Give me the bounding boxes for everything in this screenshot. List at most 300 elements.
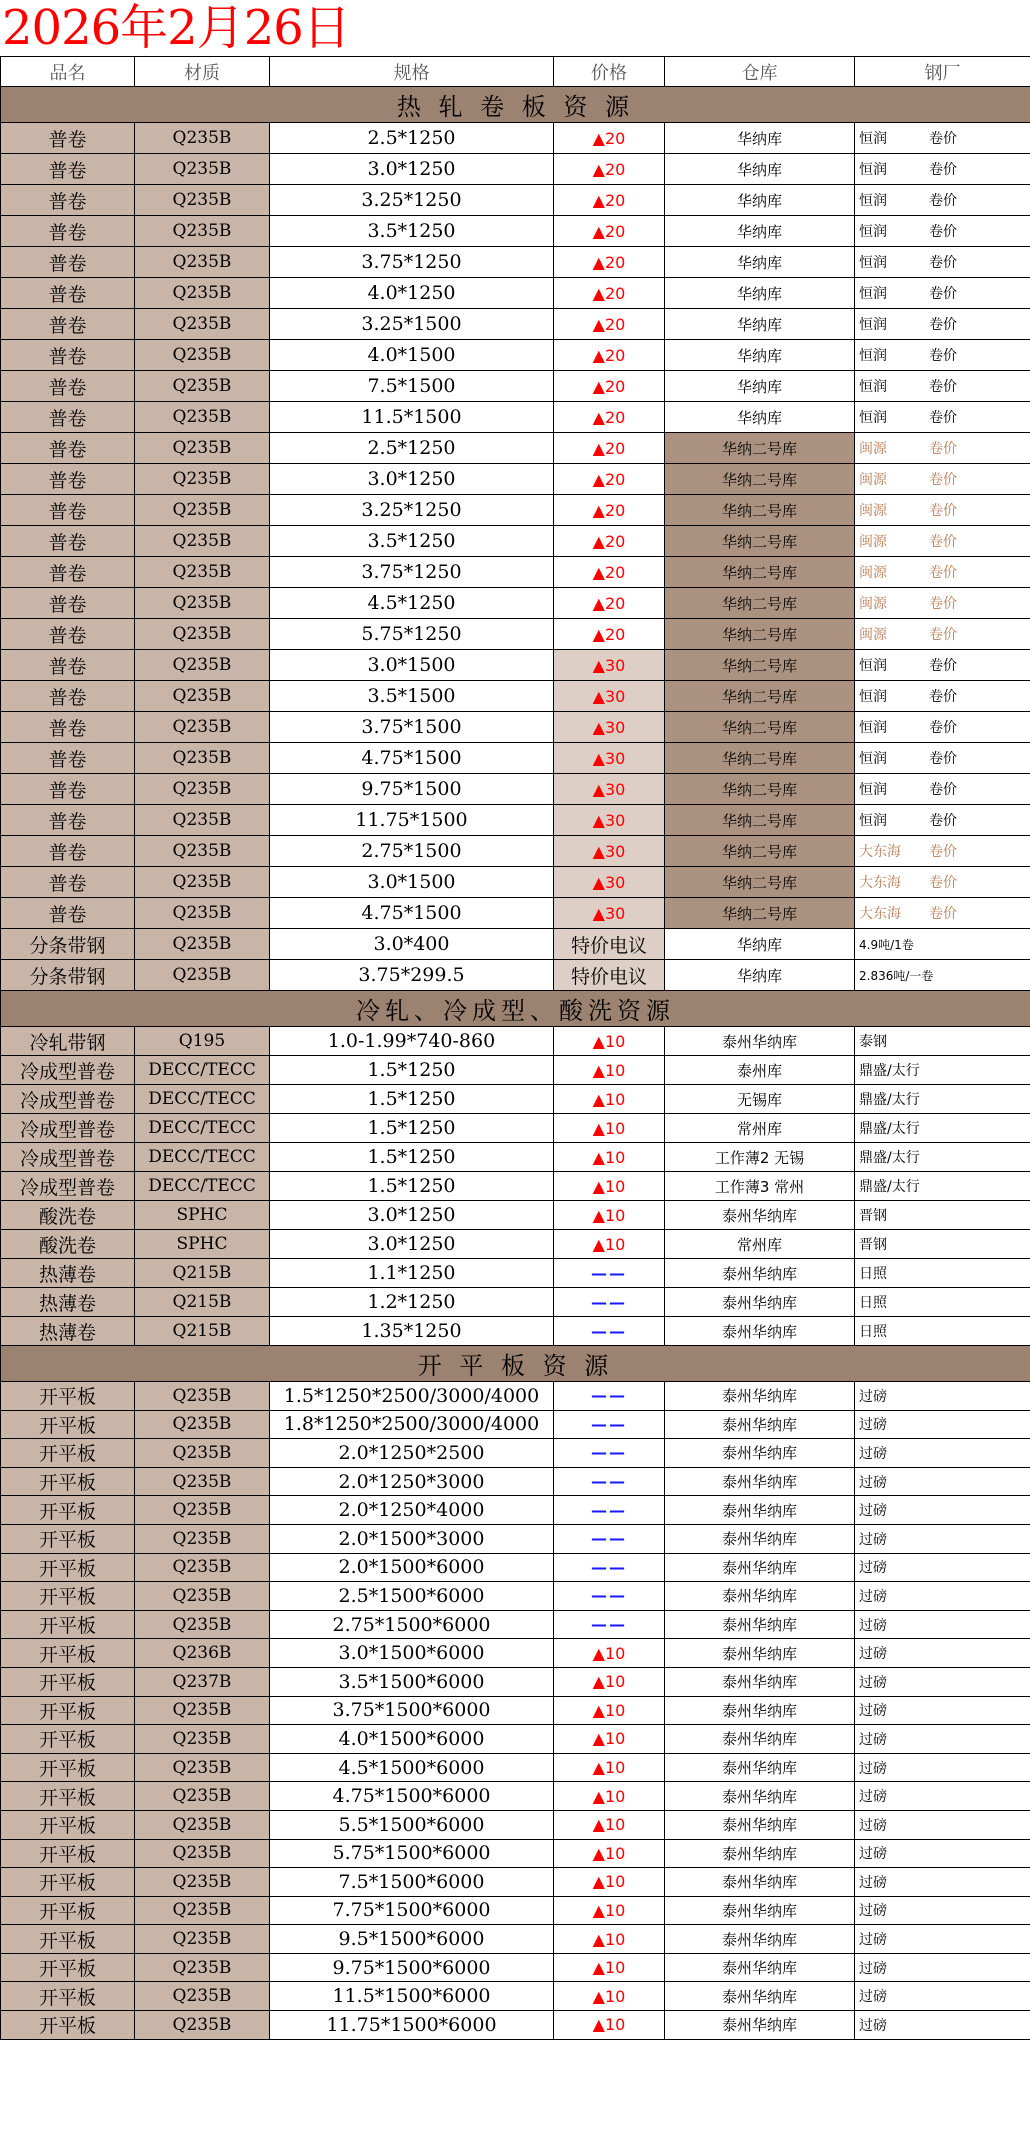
- warehouse-cell: 工作薄2 无锡: [665, 1143, 855, 1172]
- warehouse-cell: 华纳库: [665, 929, 855, 960]
- mill-name: 鼎盛/太行: [859, 1092, 920, 1108]
- spec-cell: 1.5*1250: [270, 1085, 554, 1114]
- price-up-icon: ▲: [592, 1729, 605, 1749]
- price-change-value: 30: [604, 872, 626, 892]
- mill-cell: [855, 960, 1030, 991]
- mill-cell: [855, 1259, 1030, 1288]
- product-name-cell: 普卷: [1, 371, 135, 402]
- product-name-cell: 热薄卷: [1, 1259, 135, 1288]
- table-row: [1, 774, 1030, 805]
- product-name-cell: 开平板: [1, 1524, 135, 1553]
- price-unchanged-icon: ——: [591, 1557, 627, 1577]
- price-change-value: 10: [604, 1786, 626, 1806]
- material-cell: Q215B: [135, 1288, 270, 1317]
- mill-cell: [855, 1896, 1030, 1925]
- material-cell: Q235B: [135, 1439, 270, 1468]
- spec-cell: 3.0*1250: [270, 1201, 554, 1230]
- mill-cell: [855, 154, 1030, 185]
- product-name-cell: 普卷: [1, 805, 135, 836]
- spec-cell: 2.0*1250*2500: [270, 1439, 554, 1468]
- price-unchanged-icon: ——: [591, 1586, 627, 1606]
- mill-cell: [855, 1725, 1030, 1754]
- mill-cell: [855, 1868, 1030, 1897]
- price-cell: [554, 650, 665, 681]
- price-cell: [554, 1782, 665, 1811]
- warehouse-cell: 泰州华纳库: [665, 1582, 855, 1611]
- product-name-cell: 开平板: [1, 1925, 135, 1954]
- product-name-cell: 开平板: [1, 1782, 135, 1811]
- mill-name: 过磅: [859, 1474, 887, 1491]
- mill-cell: [855, 340, 1030, 371]
- price-cell: [554, 1868, 665, 1897]
- mill-note: 卷价: [929, 317, 957, 333]
- mill-cell: [855, 588, 1030, 619]
- price-cell: [554, 1172, 665, 1201]
- mill-cell: [855, 619, 1030, 650]
- material-cell: Q235B: [135, 1610, 270, 1639]
- warehouse-cell: 华纳二号库: [665, 557, 855, 588]
- table-row: [1, 1027, 1030, 1056]
- warehouse-cell: 泰州华纳库: [665, 1496, 855, 1525]
- spec-cell: 1.8*1250*2500/3000/4000: [270, 1410, 554, 1439]
- mill-cell: [855, 1230, 1030, 1259]
- mill-cell: [855, 1496, 1030, 1525]
- table-row: [1, 1382, 1030, 1411]
- spec-cell: 2.0*1500*6000: [270, 1553, 554, 1582]
- mill-note: 卷价: [929, 658, 957, 674]
- price-cell: [554, 1288, 665, 1317]
- mill-name: 鼎盛/太行: [859, 1063, 920, 1079]
- material-cell: Q235B: [135, 526, 270, 557]
- mill-cell: [855, 898, 1030, 929]
- mill-cell: [855, 1467, 1030, 1496]
- warehouse-cell: 常州库: [665, 1230, 855, 1259]
- spec-cell: 11.75*1500: [270, 805, 554, 836]
- spec-cell: 1.5*1250: [270, 1114, 554, 1143]
- price-change-value: 20: [604, 221, 626, 241]
- price-cell: [554, 1953, 665, 1982]
- spec-cell: 3.0*1500: [270, 867, 554, 898]
- table-row: [1, 278, 1030, 309]
- price-up-icon: ▲: [592, 1060, 605, 1080]
- mill-name: 过磅: [859, 1646, 887, 1663]
- price-cell: [554, 433, 665, 464]
- price-change-value: 10: [604, 1234, 626, 1254]
- product-name-cell: 开平板: [1, 1696, 135, 1725]
- table-row: [1, 1143, 1030, 1172]
- price-unchanged-icon: ——: [591, 1292, 627, 1312]
- header-spec: 规格: [270, 57, 554, 87]
- material-cell: Q235B: [135, 960, 270, 991]
- price-up-icon: ▲: [592, 469, 605, 489]
- warehouse-cell: 华纳二号库: [665, 495, 855, 526]
- header-price: 价格: [554, 57, 665, 87]
- warehouse-cell: 泰州华纳库: [665, 1201, 855, 1230]
- product-name-cell: 普卷: [1, 402, 135, 433]
- price-change-value: 10: [604, 1118, 626, 1138]
- mill-note: 卷价: [929, 596, 957, 612]
- material-cell: Q235B: [135, 1553, 270, 1582]
- table-row: [1, 1085, 1030, 1114]
- mill-name: 过磅: [859, 1388, 887, 1405]
- warehouse-cell: 华纳库: [665, 247, 855, 278]
- mill-name: 恒润: [859, 131, 887, 147]
- price-unchanged-icon: ——: [591, 1263, 627, 1283]
- price-change-value: 30: [604, 810, 626, 830]
- mill-name: 过磅: [859, 1674, 887, 1691]
- material-cell: Q235B: [135, 123, 270, 154]
- mill-name: 恒润: [859, 224, 887, 240]
- mill-name: 大东海: [859, 906, 901, 922]
- material-cell: Q235B: [135, 1810, 270, 1839]
- product-name-cell: 开平板: [1, 1382, 135, 1411]
- spec-cell: 3.25*1500: [270, 309, 554, 340]
- mill-note: 卷价: [929, 782, 957, 798]
- price-change-value: 10: [604, 2015, 626, 2035]
- material-cell: Q235B: [135, 340, 270, 371]
- mill-name: 大东海: [859, 844, 901, 860]
- header-mill: 钢厂: [855, 57, 1030, 87]
- mill-name: 恒润: [859, 658, 887, 674]
- price-cell: [554, 1753, 665, 1782]
- warehouse-cell: 华纳二号库: [665, 867, 855, 898]
- product-name-cell: 开平板: [1, 1896, 135, 1925]
- price-change-value: 10: [604, 1700, 626, 1720]
- price-cell: [554, 371, 665, 402]
- price-up-icon: ▲: [592, 438, 605, 458]
- mill-note: 卷价: [929, 348, 957, 364]
- product-name-cell: 冷成型普卷: [1, 1056, 135, 1085]
- product-name-cell: 热薄卷: [1, 1317, 135, 1346]
- spec-cell: 11.5*1500: [270, 402, 554, 433]
- table-row: [1, 1839, 1030, 1868]
- mill-cell: [855, 1201, 1030, 1230]
- material-cell: Q235B: [135, 681, 270, 712]
- mill-cell: [855, 309, 1030, 340]
- price-cell: [554, 340, 665, 371]
- product-name-cell: 普卷: [1, 216, 135, 247]
- mill-cell: [855, 1524, 1030, 1553]
- table-row: [1, 1410, 1030, 1439]
- price-up-icon: ▲: [592, 1147, 605, 1167]
- price-up-icon: ▲: [592, 376, 605, 396]
- price-up-icon: ▲: [592, 748, 605, 768]
- product-name-cell: 开平板: [1, 1982, 135, 2011]
- price-cell: [554, 836, 665, 867]
- mill-name: 过磅: [859, 1874, 887, 1891]
- warehouse-cell: 泰州华纳库: [665, 1810, 855, 1839]
- spec-cell: 3.25*1250: [270, 185, 554, 216]
- material-cell: SPHC: [135, 1230, 270, 1259]
- product-name-cell: 冷成型普卷: [1, 1172, 135, 1201]
- mill-cell: [855, 1782, 1030, 1811]
- warehouse-cell: 泰州华纳库: [665, 1524, 855, 1553]
- warehouse-cell: 华纳库: [665, 960, 855, 991]
- mill-cell: [855, 402, 1030, 433]
- table-row: [1, 805, 1030, 836]
- price-cell: [554, 309, 665, 340]
- page-title: 2026年2月26日: [2, 0, 350, 56]
- price-up-icon: ▲: [592, 717, 605, 737]
- spec-cell: 3.25*1250: [270, 495, 554, 526]
- mill-cell: [855, 681, 1030, 712]
- warehouse-cell: 华纳库: [665, 278, 855, 309]
- price-cell: [554, 1925, 665, 1954]
- material-cell: DECC/TECC: [135, 1172, 270, 1201]
- price-up-icon: ▲: [592, 624, 605, 644]
- warehouse-cell: 泰州华纳库: [665, 1610, 855, 1639]
- mill-name: 4.9吨/1卷: [859, 937, 914, 952]
- product-name-cell: 开平板: [1, 1725, 135, 1754]
- product-name-cell: 分条带钢: [1, 960, 135, 991]
- warehouse-cell: 华纳二号库: [665, 619, 855, 650]
- table-row: [1, 247, 1030, 278]
- price-cell: [554, 1056, 665, 1085]
- mill-note: 卷价: [929, 193, 957, 209]
- table-row: [1, 1953, 1030, 1982]
- material-cell: Q235B: [135, 1725, 270, 1754]
- price-cell: [554, 247, 665, 278]
- mill-name: 恒润: [859, 193, 887, 209]
- mill-note: 卷价: [929, 224, 957, 240]
- price-change-value: 30: [604, 779, 626, 799]
- price-up-icon: ▲: [592, 1672, 605, 1692]
- mill-cell: [855, 1696, 1030, 1725]
- warehouse-cell: 泰州华纳库: [665, 1982, 855, 2011]
- mill-name: 过磅: [859, 1846, 887, 1863]
- price-cell: [554, 154, 665, 185]
- mill-cell: [855, 1027, 1030, 1056]
- price-cell: [554, 1696, 665, 1725]
- price-cell: [554, 1496, 665, 1525]
- mill-cell: [855, 1382, 1030, 1411]
- product-name-cell: 开平板: [1, 1810, 135, 1839]
- price-up-icon: ▲: [592, 283, 605, 303]
- table-row: [1, 1259, 1030, 1288]
- material-cell: Q235B: [135, 309, 270, 340]
- warehouse-cell: 泰州华纳库: [665, 1259, 855, 1288]
- spec-cell: 3.0*1500*6000: [270, 1639, 554, 1668]
- material-cell: Q235B: [135, 1782, 270, 1811]
- spec-cell: 4.75*1500*6000: [270, 1782, 554, 1811]
- price-change-value: 10: [604, 1986, 626, 2006]
- price-up-icon: ▲: [592, 903, 605, 923]
- mill-cell: [855, 1810, 1030, 1839]
- mill-name: 过磅: [859, 1932, 887, 1949]
- product-name-cell: 开平板: [1, 1868, 135, 1897]
- price-up-icon: ▲: [592, 345, 605, 365]
- price-cell: [554, 1667, 665, 1696]
- warehouse-cell: 华纳二号库: [665, 650, 855, 681]
- mill-name: 过磅: [859, 1617, 887, 1634]
- material-cell: Q235B: [135, 1696, 270, 1725]
- table-row: [1, 1582, 1030, 1611]
- product-name-cell: 普卷: [1, 774, 135, 805]
- spec-cell: 3.75*299.5: [270, 960, 554, 991]
- price-up-icon: ▲: [592, 655, 605, 675]
- material-cell: Q235B: [135, 464, 270, 495]
- product-name-cell: 普卷: [1, 247, 135, 278]
- mill-name: 日照: [859, 1295, 887, 1311]
- product-name-cell: 酸洗卷: [1, 1201, 135, 1230]
- product-name-cell: 冷轧带钢: [1, 1027, 135, 1056]
- mill-name: 过磅: [859, 1503, 887, 1520]
- table-row: [1, 216, 1030, 247]
- price-cell: [554, 1317, 665, 1346]
- warehouse-cell: 泰州华纳库: [665, 1439, 855, 1468]
- mill-cell: [855, 805, 1030, 836]
- price-change-value: 20: [604, 345, 626, 365]
- price-change-value: 10: [604, 1672, 626, 1692]
- mill-cell: [855, 650, 1030, 681]
- price-up-icon: ▲: [592, 531, 605, 551]
- section-header: [1, 87, 1030, 123]
- price-cell: [554, 1639, 665, 1668]
- material-cell: Q235B: [135, 1582, 270, 1611]
- price-up-icon: ▲: [592, 1986, 605, 2006]
- material-cell: Q236B: [135, 1639, 270, 1668]
- price-up-icon: ▲: [592, 593, 605, 613]
- mill-name: 恒润: [859, 689, 887, 705]
- warehouse-cell: 泰州华纳库: [665, 1382, 855, 1411]
- mill-name: 过磅: [859, 1789, 887, 1806]
- mill-cell: [855, 123, 1030, 154]
- spec-cell: 4.0*1500*6000: [270, 1725, 554, 1754]
- mill-cell: [855, 712, 1030, 743]
- price-cell: [554, 1896, 665, 1925]
- mill-note: 卷价: [929, 627, 957, 643]
- price-change-value: 30: [604, 655, 626, 675]
- spec-cell: 3.5*1250: [270, 526, 554, 557]
- price-up-icon: ▲: [592, 1031, 605, 1051]
- spec-cell: 9.75*1500*6000: [270, 1953, 554, 1982]
- spec-cell: 7.5*1500: [270, 371, 554, 402]
- price-change-value: 10: [604, 1958, 626, 1978]
- price-up-icon: ▲: [592, 159, 605, 179]
- price-cell: [554, 898, 665, 929]
- warehouse-cell: 华纳库: [665, 154, 855, 185]
- spec-cell: 2.0*1250*3000: [270, 1467, 554, 1496]
- product-name-cell: 冷成型普卷: [1, 1114, 135, 1143]
- price-up-icon: ▲: [592, 1872, 605, 1892]
- mill-name: 恒润: [859, 813, 887, 829]
- mill-name: 恒润: [859, 317, 887, 333]
- spec-cell: 3.0*400: [270, 929, 554, 960]
- mill-cell: [855, 1582, 1030, 1611]
- material-cell: Q235B: [135, 495, 270, 526]
- price-up-icon: ▲: [592, 221, 605, 241]
- warehouse-cell: 华纳二号库: [665, 712, 855, 743]
- material-cell: Q235B: [135, 1382, 270, 1411]
- table-row: [1, 433, 1030, 464]
- mill-note: 卷价: [929, 410, 957, 426]
- spec-cell: 5.75*1500*6000: [270, 1839, 554, 1868]
- material-cell: Q235B: [135, 805, 270, 836]
- material-cell: Q235B: [135, 1410, 270, 1439]
- mill-cell: [855, 1610, 1030, 1639]
- warehouse-cell: 无锡库: [665, 1085, 855, 1114]
- material-cell: Q235B: [135, 278, 270, 309]
- price-up-icon: ▲: [592, 841, 605, 861]
- table-row: [1, 2011, 1030, 2040]
- material-cell: Q235B: [135, 371, 270, 402]
- material-cell: Q195: [135, 1027, 270, 1056]
- table-row: [1, 1496, 1030, 1525]
- mill-note: 卷价: [929, 875, 957, 891]
- product-name-cell: 开平板: [1, 1467, 135, 1496]
- mill-cell: [855, 1317, 1030, 1346]
- table-row: [1, 1114, 1030, 1143]
- price-change-value: 20: [604, 500, 626, 520]
- material-cell: Q235B: [135, 154, 270, 185]
- material-cell: Q235B: [135, 743, 270, 774]
- price-up-icon: ▲: [592, 810, 605, 830]
- spec-cell: 1.5*1250: [270, 1172, 554, 1201]
- mill-name: 晋钢: [859, 1208, 887, 1224]
- mill-cell: [855, 216, 1030, 247]
- mill-note: 卷价: [929, 472, 957, 488]
- product-name-cell: 冷成型普卷: [1, 1085, 135, 1114]
- warehouse-cell: 泰州华纳库: [665, 1639, 855, 1668]
- table-row: [1, 464, 1030, 495]
- mill-name: 大东海: [859, 875, 901, 891]
- mill-name: 恒润: [859, 348, 887, 364]
- warehouse-cell: 华纳库: [665, 309, 855, 340]
- mill-cell: [855, 1172, 1030, 1201]
- table-body: [1, 87, 1030, 2040]
- mill-cell: [855, 247, 1030, 278]
- mill-name: 闽源: [859, 472, 887, 488]
- price-cell: [554, 464, 665, 495]
- spec-cell: 3.5*1500*6000: [270, 1667, 554, 1696]
- price-up-icon: ▲: [592, 407, 605, 427]
- price-change-value: 20: [604, 252, 626, 272]
- material-cell: DECC/TECC: [135, 1143, 270, 1172]
- product-name-cell: 开平板: [1, 1410, 135, 1439]
- mill-cell: [855, 743, 1030, 774]
- product-name-cell: 普卷: [1, 464, 135, 495]
- price-up-icon: ▲: [592, 1929, 605, 1949]
- spec-cell: 9.75*1500: [270, 774, 554, 805]
- table-row: [1, 588, 1030, 619]
- mill-cell: [855, 1753, 1030, 1782]
- price-change-value: 30: [604, 748, 626, 768]
- price-up-icon: ▲: [592, 872, 605, 892]
- price-up-icon: ▲: [592, 314, 605, 334]
- price-cell: [554, 1410, 665, 1439]
- price-change-value: 20: [604, 376, 626, 396]
- price-change-value: 20: [604, 469, 626, 489]
- spec-cell: 4.0*1500: [270, 340, 554, 371]
- mill-cell: [855, 1839, 1030, 1868]
- warehouse-cell: 华纳二号库: [665, 743, 855, 774]
- mill-cell: [855, 929, 1030, 960]
- product-name-cell: 开平板: [1, 1953, 135, 1982]
- price-cell: [554, 216, 665, 247]
- mill-name: 过磅: [859, 1989, 887, 2006]
- price-up-icon: ▲: [592, 562, 605, 582]
- price-cell: [554, 1725, 665, 1754]
- product-name-cell: 普卷: [1, 278, 135, 309]
- mill-note: 卷价: [929, 565, 957, 581]
- mill-name: 鼎盛/太行: [859, 1179, 920, 1195]
- mill-name: 恒润: [859, 379, 887, 395]
- spec-cell: 5.75*1250: [270, 619, 554, 650]
- table-row: [1, 929, 1030, 960]
- table-row: [1, 526, 1030, 557]
- spec-cell: 1.5*1250: [270, 1056, 554, 1085]
- table-row: [1, 1467, 1030, 1496]
